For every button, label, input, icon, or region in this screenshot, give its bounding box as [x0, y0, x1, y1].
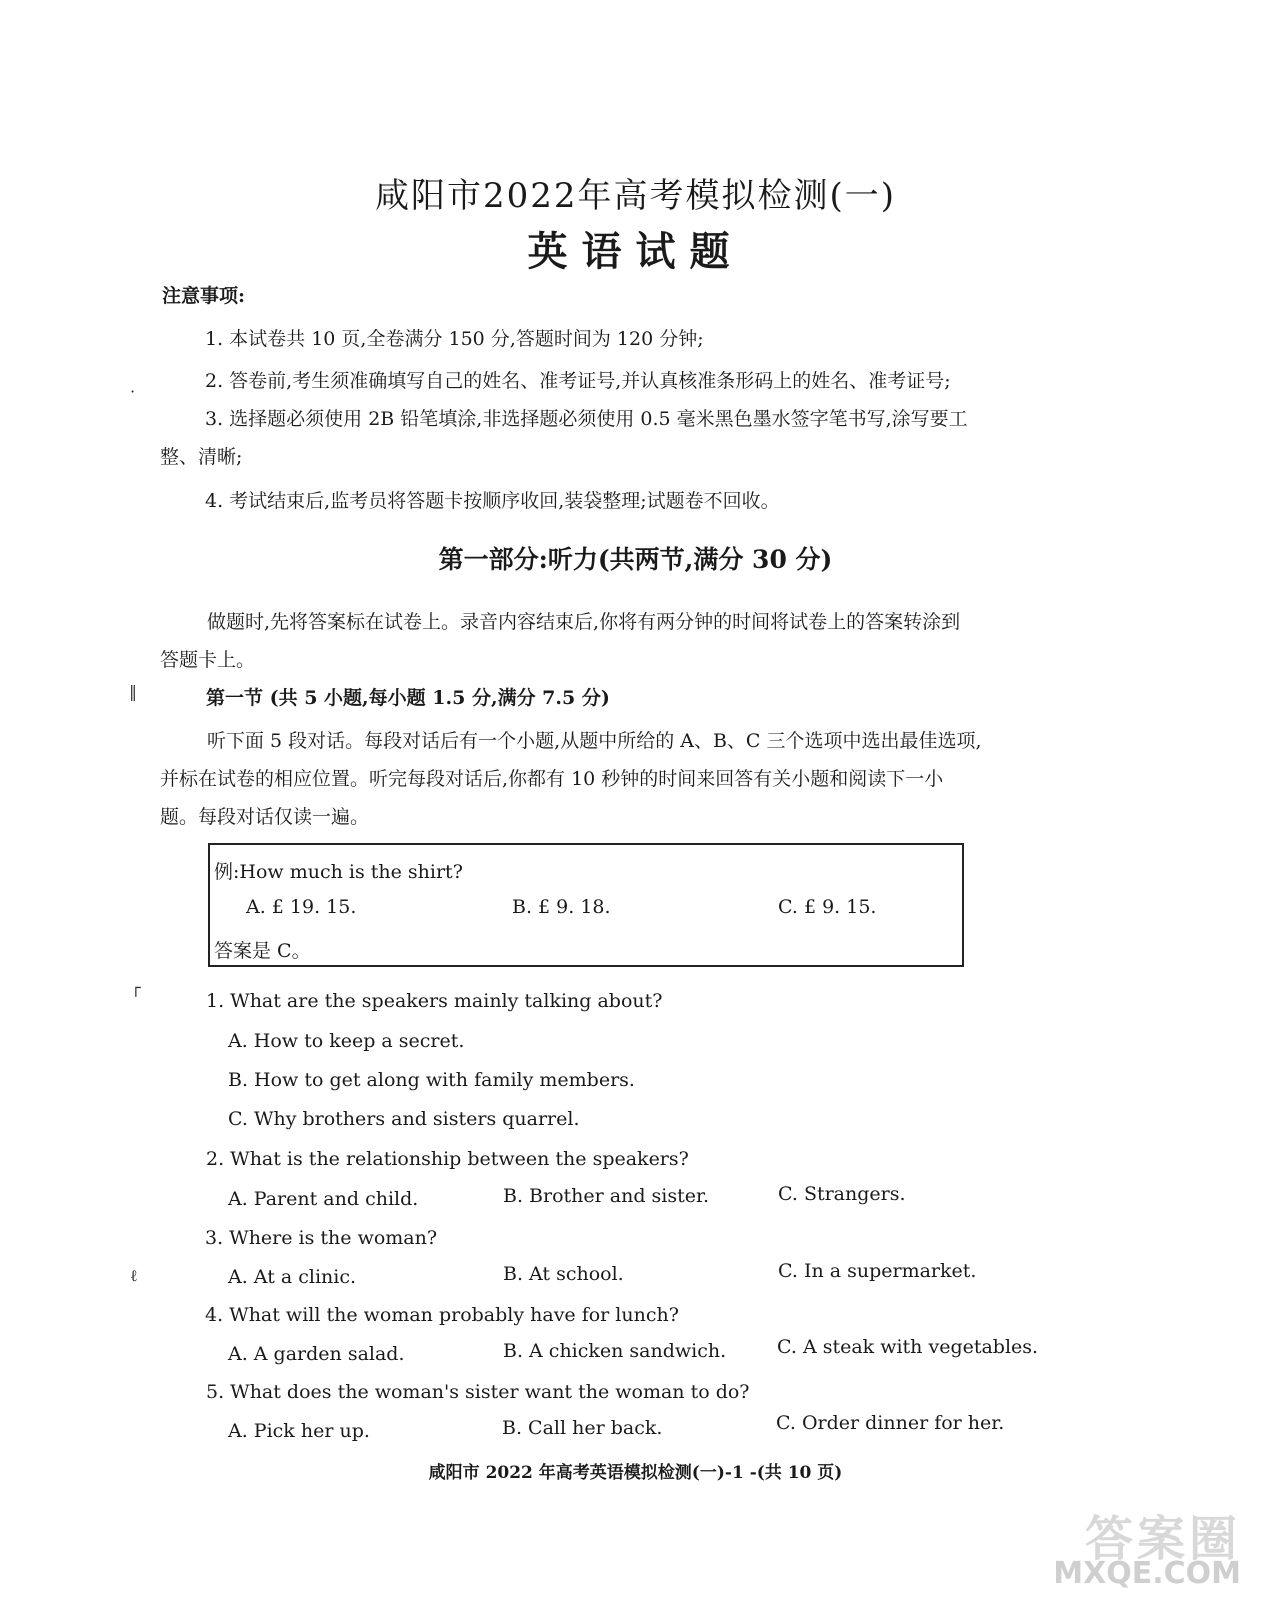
question-option: B. Call her back.: [502, 1417, 663, 1439]
scan-mark: ┌: [131, 978, 141, 997]
note-item: 1. 本试卷共 10 页,全卷满分 150 分,答题时间为 120 分钟;: [205, 328, 704, 350]
section1-instructions-cont: 题。每段对话仅读一遍。: [160, 806, 370, 828]
question-option: C. In a supermarket.: [778, 1260, 977, 1282]
note-item-continued: 整、清晰;: [160, 446, 243, 468]
question-option: A. How to keep a secret.: [228, 1030, 465, 1052]
question-stem: 1. What are the speakers mainly talking about?: [206, 990, 663, 1012]
part1-intro-cont: 答题卡上。: [160, 649, 256, 671]
part1-heading: 第一部分:听力(共两节,满分 30 分): [438, 545, 833, 574]
question-option: C. A steak with vegetables.: [777, 1336, 1039, 1358]
scan-mark: ‖: [129, 682, 137, 701]
part1-intro: 做题时,先将答案标在试卷上。录音内容结束后,你将有两分钟的时间将试卷上的答案转涂到: [207, 611, 961, 633]
exam-title: 咸阳市2022年高考模拟检测(一): [374, 176, 897, 216]
question-option: B. A chicken sandwich.: [503, 1340, 727, 1362]
watermark-logo: [1053, 1500, 1241, 1592]
note-item: 2. 答卷前,考生须准确填写自己的姓名、准考证号,并认真核准条形码上的姓名、准考证号;: [205, 370, 951, 392]
watermark-en: MXQE.COM: [1053, 1556, 1241, 1591]
question-option: B. At school.: [503, 1263, 624, 1285]
question-option: A. A garden salad.: [228, 1343, 405, 1365]
question-option: A. Parent and child.: [228, 1188, 419, 1210]
scan-mark: ℓ: [130, 1266, 138, 1285]
page-footer: 咸阳市 2022 年高考英语模拟检测(一)-1 -(共 10 页): [428, 1463, 843, 1483]
question-option: A. At a clinic.: [228, 1266, 357, 1288]
notes-heading: 注意事项:: [162, 285, 246, 307]
question-option: B. Brother and sister.: [503, 1185, 710, 1207]
scan-mark: ·: [130, 382, 136, 401]
question-option: A. Pick her up.: [228, 1420, 370, 1442]
section1-heading: 第一节 (共 5 小题,每小题 1.5 分,满分 7.5 分): [206, 687, 610, 709]
note-item: 4. 考试结束后,监考员将答题卡按顺序收回,装袋整理;试题卷不回收。: [205, 490, 780, 512]
section1-instructions-cont: 并标在试卷的相应位置。听完每段对话后,你都有 10 秒钟的时间来回答有关小题和阅读下一小: [160, 768, 944, 790]
example-question: 例:How much is the shirt?: [214, 861, 463, 883]
question-stem: 5. What does the woman's sister want the woman to do?: [206, 1381, 750, 1403]
question-option: C. Strangers.: [778, 1183, 906, 1205]
question-option: C. Order dinner for her.: [776, 1412, 1005, 1434]
example-option-c: C. £ 9. 15.: [778, 896, 877, 918]
example-option-b: B. £ 9. 18.: [512, 896, 611, 918]
example-answer: 答案是 C。: [214, 940, 311, 962]
question-option: C. Why brothers and sisters quarrel.: [228, 1108, 580, 1130]
watermark-cn: 答案圈: [1084, 1511, 1241, 1567]
question-stem: 3. Where is the woman?: [205, 1227, 438, 1249]
subject-title: 英语试题: [527, 228, 744, 275]
section1-instructions: 听下面 5 段对话。每段对话后有一个小题,从题中所给的 A、B、C 三个选项中选出最佳选项,: [207, 730, 982, 752]
question-stem: 4. What will the woman probably have for lunch?: [205, 1304, 679, 1326]
note-item: 3. 选择题必须使用 2B 铅笔填涂,非选择题必须使用 0.5 毫米黑色墨水签字笔书写,涂写要工: [205, 408, 968, 430]
question-stem: 2. What is the relationship between the speakers?: [206, 1148, 689, 1170]
question-option: B. How to get along with family members.: [228, 1069, 635, 1091]
example-option-a: A. £ 19. 15.: [246, 896, 357, 918]
